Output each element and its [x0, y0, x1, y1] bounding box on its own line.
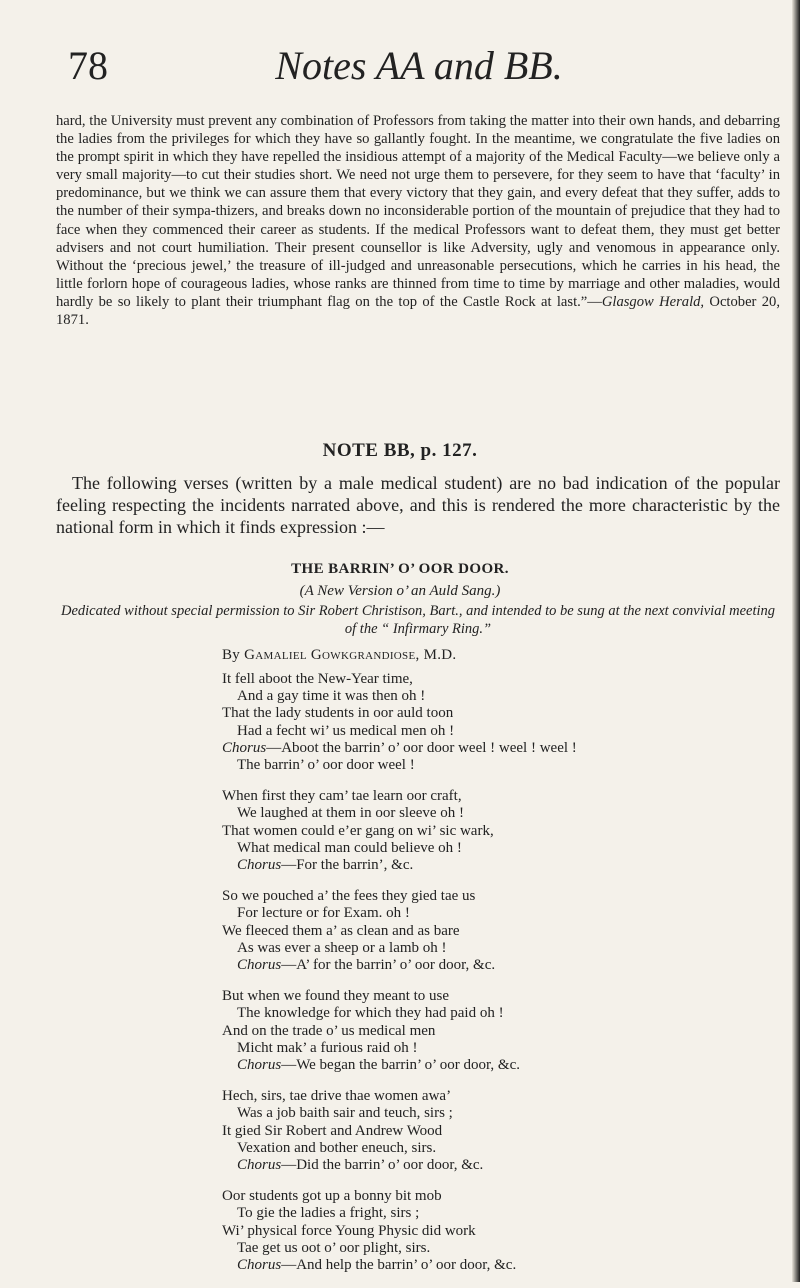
chorus-line	[222, 1157, 782, 1174]
poem-author	[222, 647, 456, 664]
author-prefix: By	[222, 647, 245, 663]
chorus-text: —We began the barrin’ o’ oor door, &c.	[281, 1057, 520, 1074]
intro-paragraph	[56, 112, 780, 329]
chorus-label: Chorus	[237, 1057, 282, 1074]
stanza-line: We fleeced them a’ as clean and as bare	[222, 922, 460, 939]
chorus-label: Chorus	[237, 857, 282, 874]
stanza-line: And on the trade o’ us medical men	[222, 1022, 436, 1039]
author-suffix: , M.D.	[415, 647, 457, 663]
chorus-label: Chorus	[222, 739, 267, 756]
stanza-line: When first they cam’ tae learn oor craft,	[222, 788, 462, 805]
stanza-line: That women could e’er gang on wi’ sic wark,	[222, 822, 494, 839]
stanza	[222, 988, 782, 1074]
page-spine-shadow	[792, 0, 800, 1282]
chorus-line	[222, 857, 782, 874]
chorus-line	[222, 740, 782, 757]
stanza-line: It gied Sir Robert and Andrew Wood	[222, 1122, 443, 1139]
stanza-line: Wi’ physical force Young Physic did work	[222, 1222, 476, 1239]
stanza-line: To gie the ladies a fright, sirs ;	[237, 1205, 420, 1222]
stanza	[222, 788, 782, 874]
stanza-line: As was ever a sheep or a lamb oh !	[237, 939, 447, 956]
author-name: Gamaliel Gowkgrandiose	[244, 647, 416, 663]
chorus-extra-line: The barrin’ o’ oor door weel !	[237, 757, 415, 774]
stanza-line: Micht mak’ a furious raid oh !	[237, 1039, 418, 1056]
stanza-line: Tae get us oot o’ oor plight, sirs.	[237, 1239, 431, 1256]
running-title: Notes AA and BB.	[275, 43, 563, 88]
stanza-line: It fell aboot the New-Year time,	[222, 671, 413, 687]
stanza-line: So we pouched a’ the fees they gied tae us	[222, 888, 476, 905]
chorus-line	[222, 957, 782, 974]
chorus-text: —Aboot the barrin’ o’ oor door weel ! weel ! weel !	[266, 739, 577, 756]
chorus-label: Chorus	[237, 1157, 282, 1174]
note-heading: NOTE BB, p. 127.	[322, 440, 478, 461]
stanza-line: The knowledge for which they had paid oh !	[237, 1005, 504, 1022]
stanza	[222, 1088, 782, 1174]
note-paragraph: The following verses (written by a male medical student) are no bad indication of the popular feeling respecting the incidents narrated above, and this is rendered the more characteristic by the national form in which it finds expression :—	[56, 473, 780, 537]
stanza-line: Oor students got up a bonny bit mob	[222, 1188, 442, 1205]
chorus-line	[222, 1057, 782, 1074]
stanza-line: What medical man could believe oh !	[237, 839, 462, 856]
page-header	[68, 44, 770, 94]
poem-stanzas	[222, 671, 782, 1288]
stanza-line: We laughed at them in oor sleeve oh !	[237, 805, 465, 822]
poem-dedication: Dedicated without special permission to Sir Robert Christison, Bart., and intended to be sung at the next convivial meeting of the “ Infirmary Ring.”	[60, 603, 776, 637]
chorus-line	[222, 1257, 782, 1274]
chorus-text: —A’ for the barrin’ o’ oor door, &c.	[281, 957, 496, 974]
stanza-line: For lecture or for Exam. oh !	[237, 905, 410, 922]
page-number: 78	[68, 43, 108, 88]
intro-source: Glasgow Herald,	[601, 293, 705, 310]
stanza-line: Was a job baith sair and teuch, sirs ;	[237, 1105, 453, 1122]
chorus-label: Chorus	[237, 957, 282, 974]
chorus-text: —For the barrin’, &c.	[281, 857, 414, 874]
stanza-line: That the lady students in oor auld toon	[222, 705, 454, 722]
chorus-label: Chorus	[237, 1257, 282, 1274]
stanza-line: But when we found they meant to use	[222, 988, 450, 1005]
stanza-line: Hech, sirs, tae drive thae women awa’	[222, 1088, 452, 1105]
stanza-line: Vexation and bother eneuch, sirs.	[237, 1139, 437, 1156]
poem-subtitle: (A New Version o’ an Auld Sang.)	[299, 583, 501, 599]
chorus-text: —Did the barrin’ o’ oor door, &c.	[281, 1157, 484, 1174]
stanza-line: And a gay time it was then oh !	[237, 688, 426, 705]
intro-date: October 20, 1871.	[56, 293, 780, 329]
chorus-text: —And help the barrin’ o’ oor door, &c.	[281, 1257, 517, 1274]
poem-title: THE BARRIN’ O’ OOR DOOR.	[291, 561, 509, 577]
stanza	[222, 1188, 782, 1274]
intro-text: hard, the University must prevent any combination of Professors from taking the matter into their own hands, and debarring the ladies from the privileges for which they have so gallantly fought. In the meantime, we congratulate the five ladies on the prompt spirit in which they have repelled the insidious attempt of a majority of the Medical Faculty—we believe only a very small majority—to cut their studies short. We need not urge them to persevere, for they seem to have that ‘faculty’ in predominance, but we think we can assure them that every victory that they gain, and every defeat that they suffer, adds to the number of their sympa-thizers, and breaks down no inconsiderable portion of the mountain of prejudice that they had to face when they commenced their career as students. If the medical Professors want to defeat them, they must get better advisers and not court humiliation. Their present counsellor is like Adversity, ugly and venomous in appearance only. Without the ‘precious jewel,’ the treasure of ill-judged and unreasonable persecutions, which he carries in his head, the little forlorn hope of courageous ladies, whose ranks are thinned from time to time by marriage and other maladies, would hardly be so likely to plant their triumphant flag on the top of the Castle Rock at last.”—	[56, 113, 780, 310]
stanza	[222, 888, 782, 974]
stanza	[222, 671, 782, 774]
stanza-line: Had a fecht wi’ us medical men oh !	[237, 722, 455, 739]
